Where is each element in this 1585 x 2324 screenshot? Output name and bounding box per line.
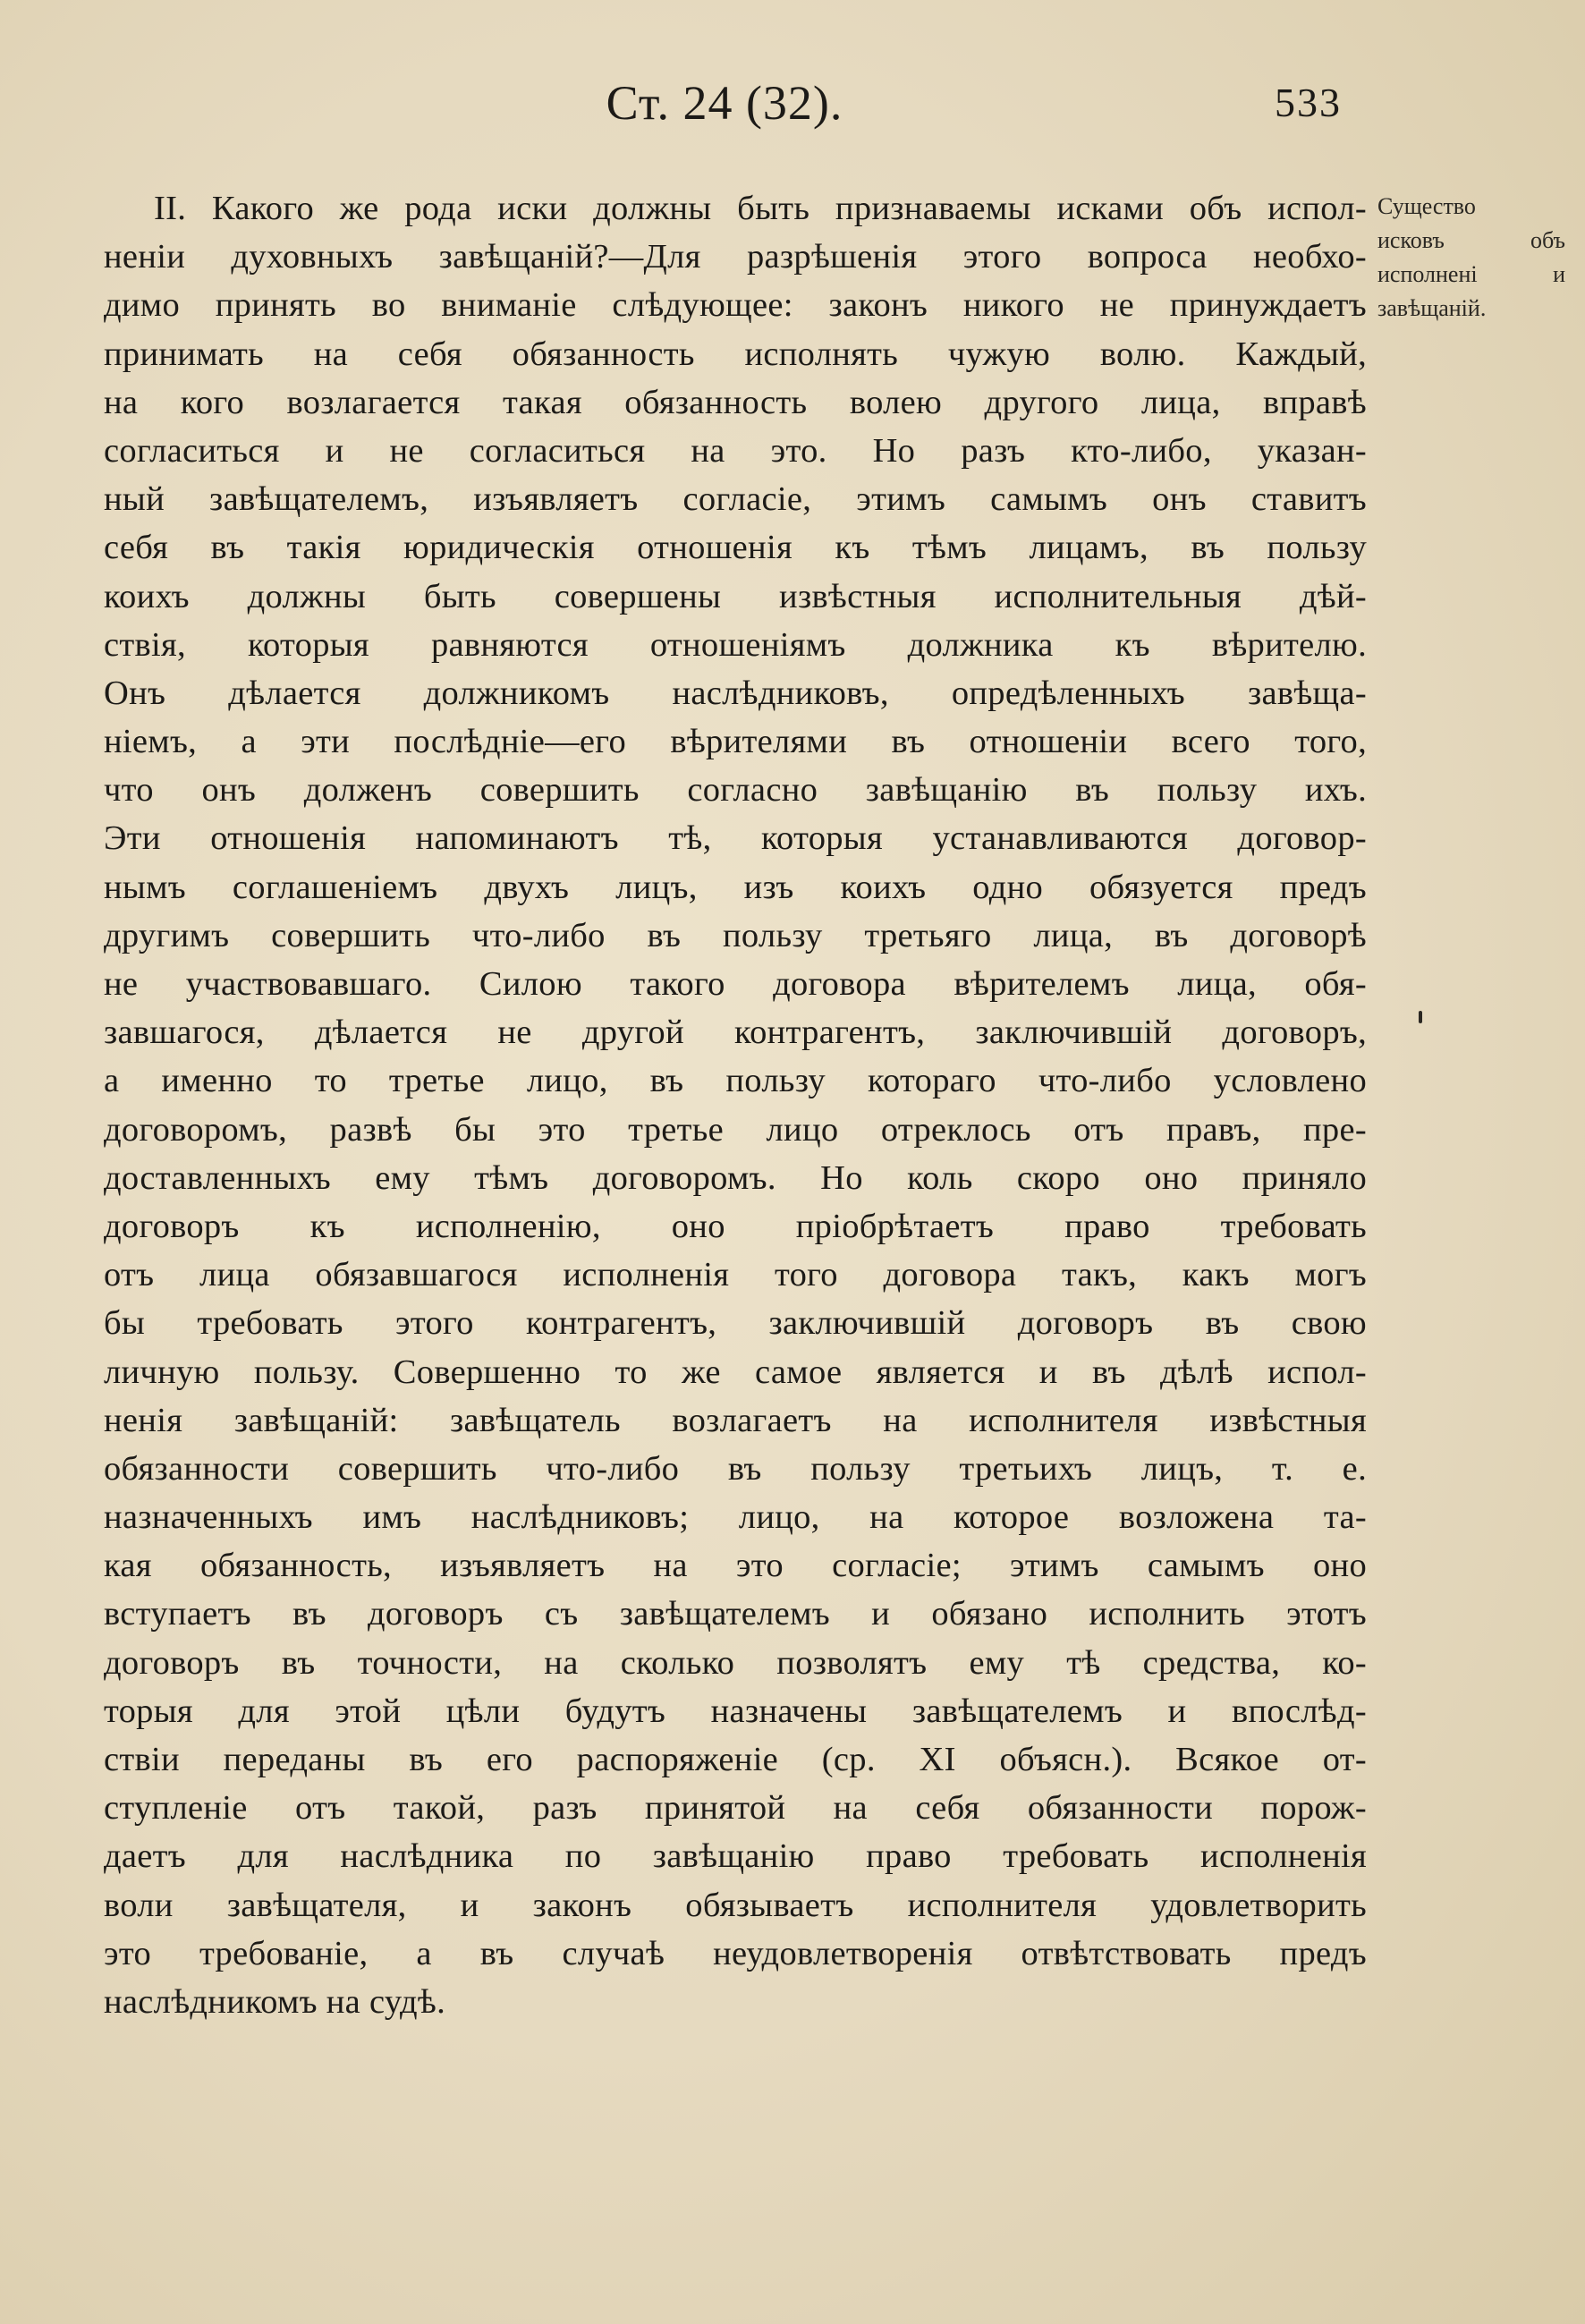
text-line: что онъ долженъ совершить согласно завѣщанію въ пользу ихъ. (104, 771, 1367, 810)
text-line: неніи духовныхъ завѣщаній?—Для разрѣшенія этого вопроса необхо- (104, 238, 1367, 276)
text-line: димо принять во вниманіе слѣдующее: законъ никого не принуждаетъ (104, 286, 1367, 325)
text-line: торыя для этой цѣли будутъ назначены завѣщателемъ и впослѣд- (104, 1692, 1367, 1730)
text-line: Эти отношенія напоминаютъ тѣ, которыя устанавливаются договор- (104, 819, 1367, 858)
marginal-note-line: завѣщаній. (1377, 295, 1487, 321)
marginal-note-line: исполнені и (1377, 261, 1565, 287)
text-line: себя въ такія юридическія отношенія къ тѣмъ лицамъ, въ пользу (104, 529, 1367, 567)
text-line: ненія завѣщаній: завѣщатель возлагаетъ на исполнителя извѣстныя (104, 1401, 1367, 1439)
ink-speck (1419, 1011, 1422, 1023)
text-line: ствія, которыя равняются отношеніямъ должника къ вѣрителю. (104, 625, 1367, 664)
text-line: согласиться и не согласиться на это. Но разъ кто-либо, указан- (104, 431, 1367, 470)
text-line: принимать на себя обязанность исполнять чужую волю. Каждый, (104, 335, 1367, 373)
text-line: ніемъ, а эти послѣдніе—его вѣрителями въ отношеніи всего того, (104, 723, 1367, 761)
text-line: не участвовавшаго. Силою такого договора вѣрителемъ лица, обя- (104, 965, 1367, 1003)
text-line: личную пользу. Совершенно то же самое является и въ дѣлѣ испол- (104, 1353, 1367, 1391)
text-line: ный завѣщателемъ, изъявляетъ согласіе, этимъ самымъ онъ ставитъ (104, 480, 1367, 519)
text-line: ступленіе отъ такой, разъ принятой на себя обязанности порож- (104, 1789, 1367, 1828)
text-line: а именно то третье лицо, въ пользу котораго что-либо условлено (104, 1062, 1367, 1100)
marginal-note-line: Существо (1377, 193, 1476, 219)
text-line: Онъ дѣлается должникомъ наслѣдниковъ, опредѣленныхъ завѣща- (104, 674, 1367, 712)
text-line: коихъ должны быть совершены извѣстныя исполнительныя дѣй- (104, 577, 1367, 615)
text-line: нымъ соглашеніемъ двухъ лицъ, изъ коихъ одно обязуется предъ (104, 868, 1367, 906)
text-line: бы требовать этого контрагентъ, заключившій договоръ въ свою (104, 1304, 1367, 1343)
body-text (104, 184, 1367, 2026)
text-line: ствіи переданы въ его распоряженіе (ср. XI объясн.). Всякое от- (104, 1741, 1367, 1778)
text-line: даетъ для наслѣдника по завѣщанію право требовать исполненія (104, 1837, 1367, 1876)
text-line: договоръ въ точности, на сколько позволятъ ему тѣ средства, ко- (104, 1643, 1367, 1682)
text-line: это требованіе, а въ случаѣ неудовлетворенія отвѣтствовать предъ (104, 1934, 1367, 1972)
header-title: Ст. 24 (32). (606, 76, 843, 130)
text-line: II. Какого же рода иски должны быть признаваемы исками объ испол- (154, 190, 1367, 227)
marginal-note (1377, 190, 1565, 326)
running-header (0, 70, 1585, 141)
text-line: договоромъ, развѣ бы это третье лицо отреклось отъ правъ, пре- (104, 1110, 1367, 1149)
text-line: отъ лица обязавшагося исполненія того договора такъ, какъ могъ (104, 1256, 1367, 1294)
text-line: другимъ совершить что-либо въ пользу третьяго лица, въ договорѣ (104, 916, 1367, 954)
text-line: завшагося, дѣлается не другой контрагентъ, заключившій договоръ, (104, 1014, 1367, 1052)
text-line: вступаетъ въ договоръ съ завѣщателемъ и обязано исполнить этотъ (104, 1595, 1367, 1633)
text-line-last: наслѣдникомъ на судѣ. (104, 1982, 445, 2021)
text-line: на кого возлагается такая обязанность волею другого лица, вправѣ (104, 383, 1367, 421)
text-line: назначенныхъ имъ наслѣдниковъ; лицо, на которое возложена та- (104, 1498, 1367, 1537)
text-line: доставленныхъ ему тѣмъ договоромъ. Но коль скоро оно приняло (104, 1158, 1367, 1197)
text-line: обязанности совершить что-либо въ пользу третьихъ лицъ, т. е. (104, 1449, 1367, 1488)
text-line: договоръ къ исполненію, оно пріобрѣтаетъ право требовать (104, 1207, 1367, 1245)
text-line: кая обязанность, изъявляетъ на это согласіе; этимъ самымъ оно (104, 1547, 1367, 1585)
marginal-note-line: исковъ объ (1377, 227, 1565, 253)
text-line: воли завѣщателя, и законъ обязываетъ исполнителя удовлетворить (104, 1886, 1367, 1924)
page-number: 533 (1275, 80, 1342, 125)
